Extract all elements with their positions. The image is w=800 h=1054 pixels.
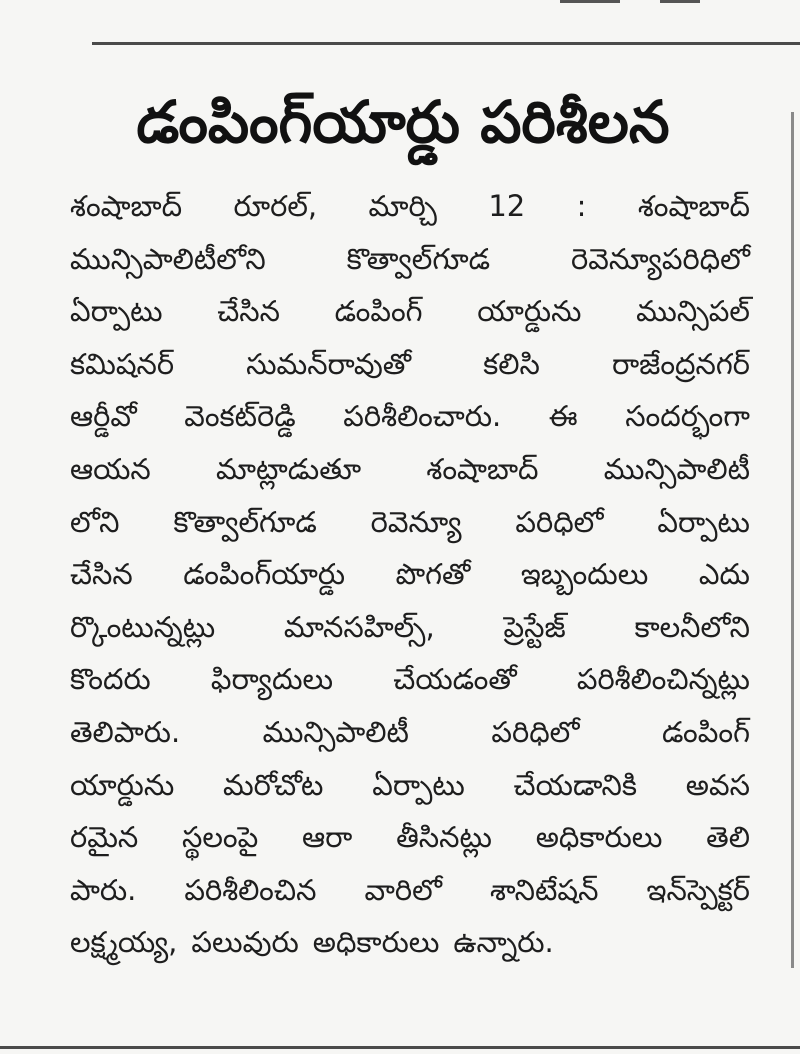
article-word: కలిసి: [483, 346, 540, 381]
article-word: శంషాబాద్: [70, 189, 183, 223]
article-word: పరిధిలో: [515, 504, 604, 539]
article-word: ఆరా: [302, 820, 353, 855]
article-word: మానసహిల్స్,: [283, 609, 435, 644]
article-word: డంపింగ్‌యార్డు: [183, 557, 346, 592]
article-word: మార్చి: [368, 189, 437, 223]
article-word: శంషాబాద్: [637, 189, 750, 223]
article-word: ప్రెస్టేజ్: [503, 609, 566, 644]
article-line: [70, 548, 750, 601]
article-word: కొత్వాల్‌గూడ: [346, 241, 491, 276]
article-line: [70, 653, 750, 706]
article-body: [70, 180, 750, 969]
article-line: [70, 864, 750, 917]
article-word: ఇబ్బందులు: [520, 557, 649, 592]
article-line: [70, 180, 750, 233]
article-word: కొత్వాల్‌గూడ: [173, 504, 317, 539]
article-word: రమైన: [70, 820, 139, 855]
article-word: కమిషనర్: [70, 346, 175, 381]
article-line: [70, 706, 750, 759]
article-word: అధికారులు: [535, 820, 663, 855]
article-word: శానిటేషన్: [489, 872, 599, 907]
article-word: ఆయన: [70, 451, 151, 486]
article-word: పారు.: [70, 872, 137, 907]
article-word: అధికారులు: [312, 925, 440, 960]
article-word: 12: [488, 189, 526, 223]
article-word: పరిశీలించిన: [184, 872, 317, 907]
article-line: [70, 601, 750, 654]
article-word: ర్కొంటున్నట్లు: [70, 609, 216, 644]
article-word: పరిధిలో: [491, 714, 580, 749]
article-word: పరిశీలించిన్నట్లు: [576, 662, 750, 697]
article-word: మరోచోట: [222, 767, 324, 802]
article-word: మాట్లాడుతూ: [216, 451, 362, 486]
article-word: తీసినట్లు: [396, 820, 492, 855]
article-word: ఏర్పాటు: [657, 504, 750, 539]
article-word: చేయడంతో: [393, 662, 517, 697]
article-headline: డంపింగ్‌యార్డు పరిశీలన: [136, 88, 670, 156]
article-word: ఆర్డీవో: [70, 399, 137, 434]
article-line: [70, 233, 750, 286]
article-word: ఏర్పాటు: [372, 767, 465, 802]
article-word: సందర్భంగా: [625, 399, 750, 434]
article-word: డంపింగ్: [334, 294, 423, 329]
article-word: లోని: [70, 504, 120, 539]
article-word: డంపింగ్: [662, 714, 750, 749]
article-word: మున్సిపల్: [636, 294, 750, 329]
article-line: [70, 443, 750, 496]
article-word: ఉన్నారు.: [453, 925, 554, 960]
article-word: కాలనీలోని: [634, 609, 750, 644]
article-word: తెలిపారు.: [70, 714, 181, 749]
article-line: [70, 338, 750, 391]
article-line: [70, 390, 750, 443]
article-word: రెవెన్యూ: [370, 504, 462, 539]
article-word: చేయడానికి: [513, 767, 638, 802]
article-word: వెంకట్‌రెడ్డి: [184, 399, 296, 434]
article-word: వారిలో: [364, 872, 442, 907]
article-word: రెవెన్యూపరిధిలో: [571, 241, 750, 276]
article-word: ఏర్పాటు: [70, 294, 163, 329]
article-word: :: [576, 189, 587, 223]
article-word: పొగతో: [395, 557, 471, 592]
article-word: స్థలంపై: [182, 820, 259, 855]
article-line: [70, 285, 750, 338]
article-word: ఎదు: [698, 557, 750, 592]
article-word: రాజేంద్రనగర్: [611, 346, 750, 381]
article-word: పలువురు: [191, 925, 299, 960]
article-word: మున్సిపాలిటీ: [603, 451, 750, 486]
article-word: యార్డును: [477, 294, 582, 329]
article-line: [70, 496, 750, 549]
top-column-rule: [92, 42, 800, 45]
article-line: [70, 759, 750, 812]
right-column-rule: [791, 112, 794, 968]
article-word: పరిశీలించారు.: [343, 399, 502, 434]
article-word: ఫిర్యాదులు: [210, 662, 334, 697]
article-line: [70, 811, 750, 864]
article-word: రూరల్,: [233, 189, 318, 223]
article-word: లక్ష్మయ్య,: [70, 925, 178, 960]
article-word: అవస: [685, 767, 750, 802]
article-word: మున్సిపాలిటీలోని: [70, 241, 266, 276]
article-word: కొందరు: [70, 662, 151, 697]
article-word: మున్సిపాలిటీ: [262, 714, 409, 749]
article-word: శంషాబాద్: [426, 451, 539, 486]
article-word: ఇన్‌స్పెక్టర్: [646, 872, 750, 907]
article-word: చేసిన: [70, 557, 133, 592]
article-word: తెలి: [706, 820, 750, 855]
article-word: చేసిన: [217, 294, 280, 329]
article-word: ఈ: [548, 399, 578, 434]
bottom-column-rule: [0, 1046, 800, 1049]
top-edge-marks: [560, 0, 710, 4]
article-word: సుమన్‌రావుతో: [246, 346, 412, 381]
article-word: యార్డును: [70, 767, 175, 802]
article-line: [70, 916, 750, 969]
